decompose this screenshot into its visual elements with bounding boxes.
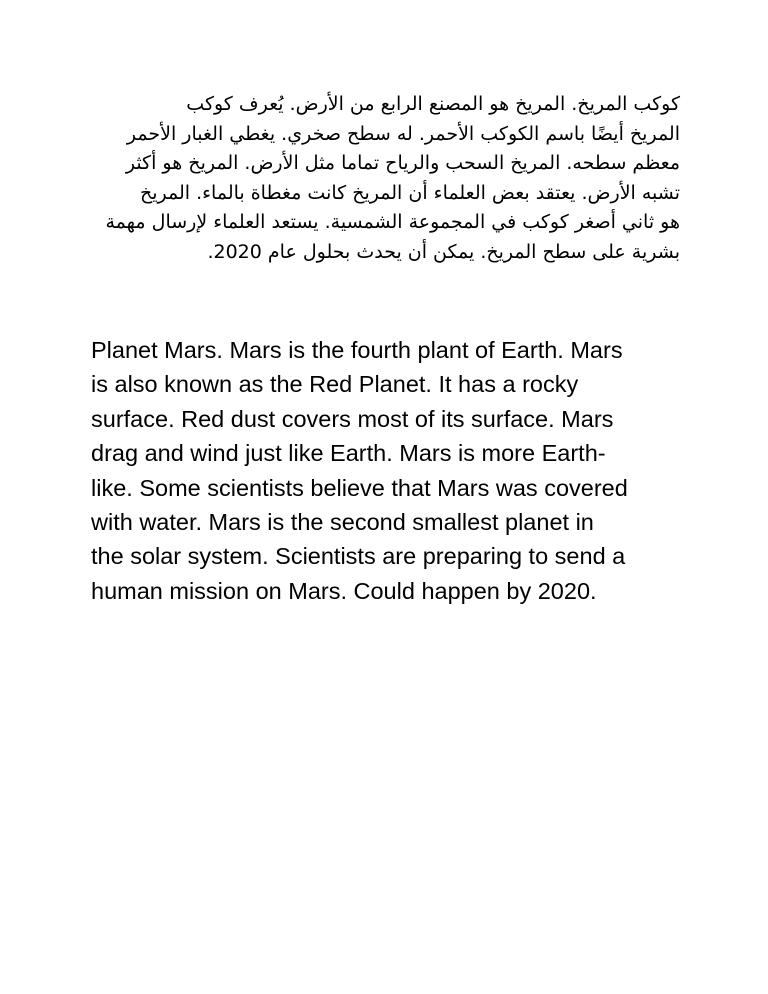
arabic-line: بشرية على سطح المريخ. يمكن أن يحدث بحلول عام 2020. — [207, 240, 680, 263]
arabic-line: هو ثاني أصغر كوكب في المجموعة الشمسية. يستعد العلماء لإرسال مهمة — [105, 211, 680, 233]
arabic-line: معظم سطحه. المريخ السحب والرياح تماما مثل الأرض. المريخ هو أكثر — [125, 152, 680, 174]
arabic-line: المريخ أيضًا باسم الكوكب الأحمر. له سطح صخري. يغطي الغبار الأحمر — [126, 122, 680, 145]
english-paragraph — [91, 333, 691, 608]
english-line: like. Some scientists believe that Mars was covered — [91, 474, 628, 501]
english-line: surface. Red dust covers most of its surface. Mars — [91, 405, 614, 432]
english-line: is also known as the Red Planet. It has a rocky — [91, 371, 579, 398]
arabic-line: كوكب المريخ. المريخ هو المصنع الرابع من الأرض. يُعرف كوكب — [186, 93, 680, 115]
arabic-paragraph — [88, 90, 680, 267]
english-line: with water. Mars is the second smallest planet in — [91, 509, 594, 536]
english-line: Planet Mars. Mars is the fourth plant of Earth. Mars — [91, 337, 623, 363]
english-line: the solar system. Scientists are preparing to send a — [91, 543, 626, 570]
english-line: drag and wind just like Earth. Mars is more Earth- — [91, 440, 606, 467]
english-line: human mission on Mars. Could happen by 2020. — [91, 577, 597, 604]
arabic-line: تشبه الأرض. يعتقد بعض العلماء أن المريخ كانت مغطاة بالماء. المريخ — [139, 181, 680, 204]
